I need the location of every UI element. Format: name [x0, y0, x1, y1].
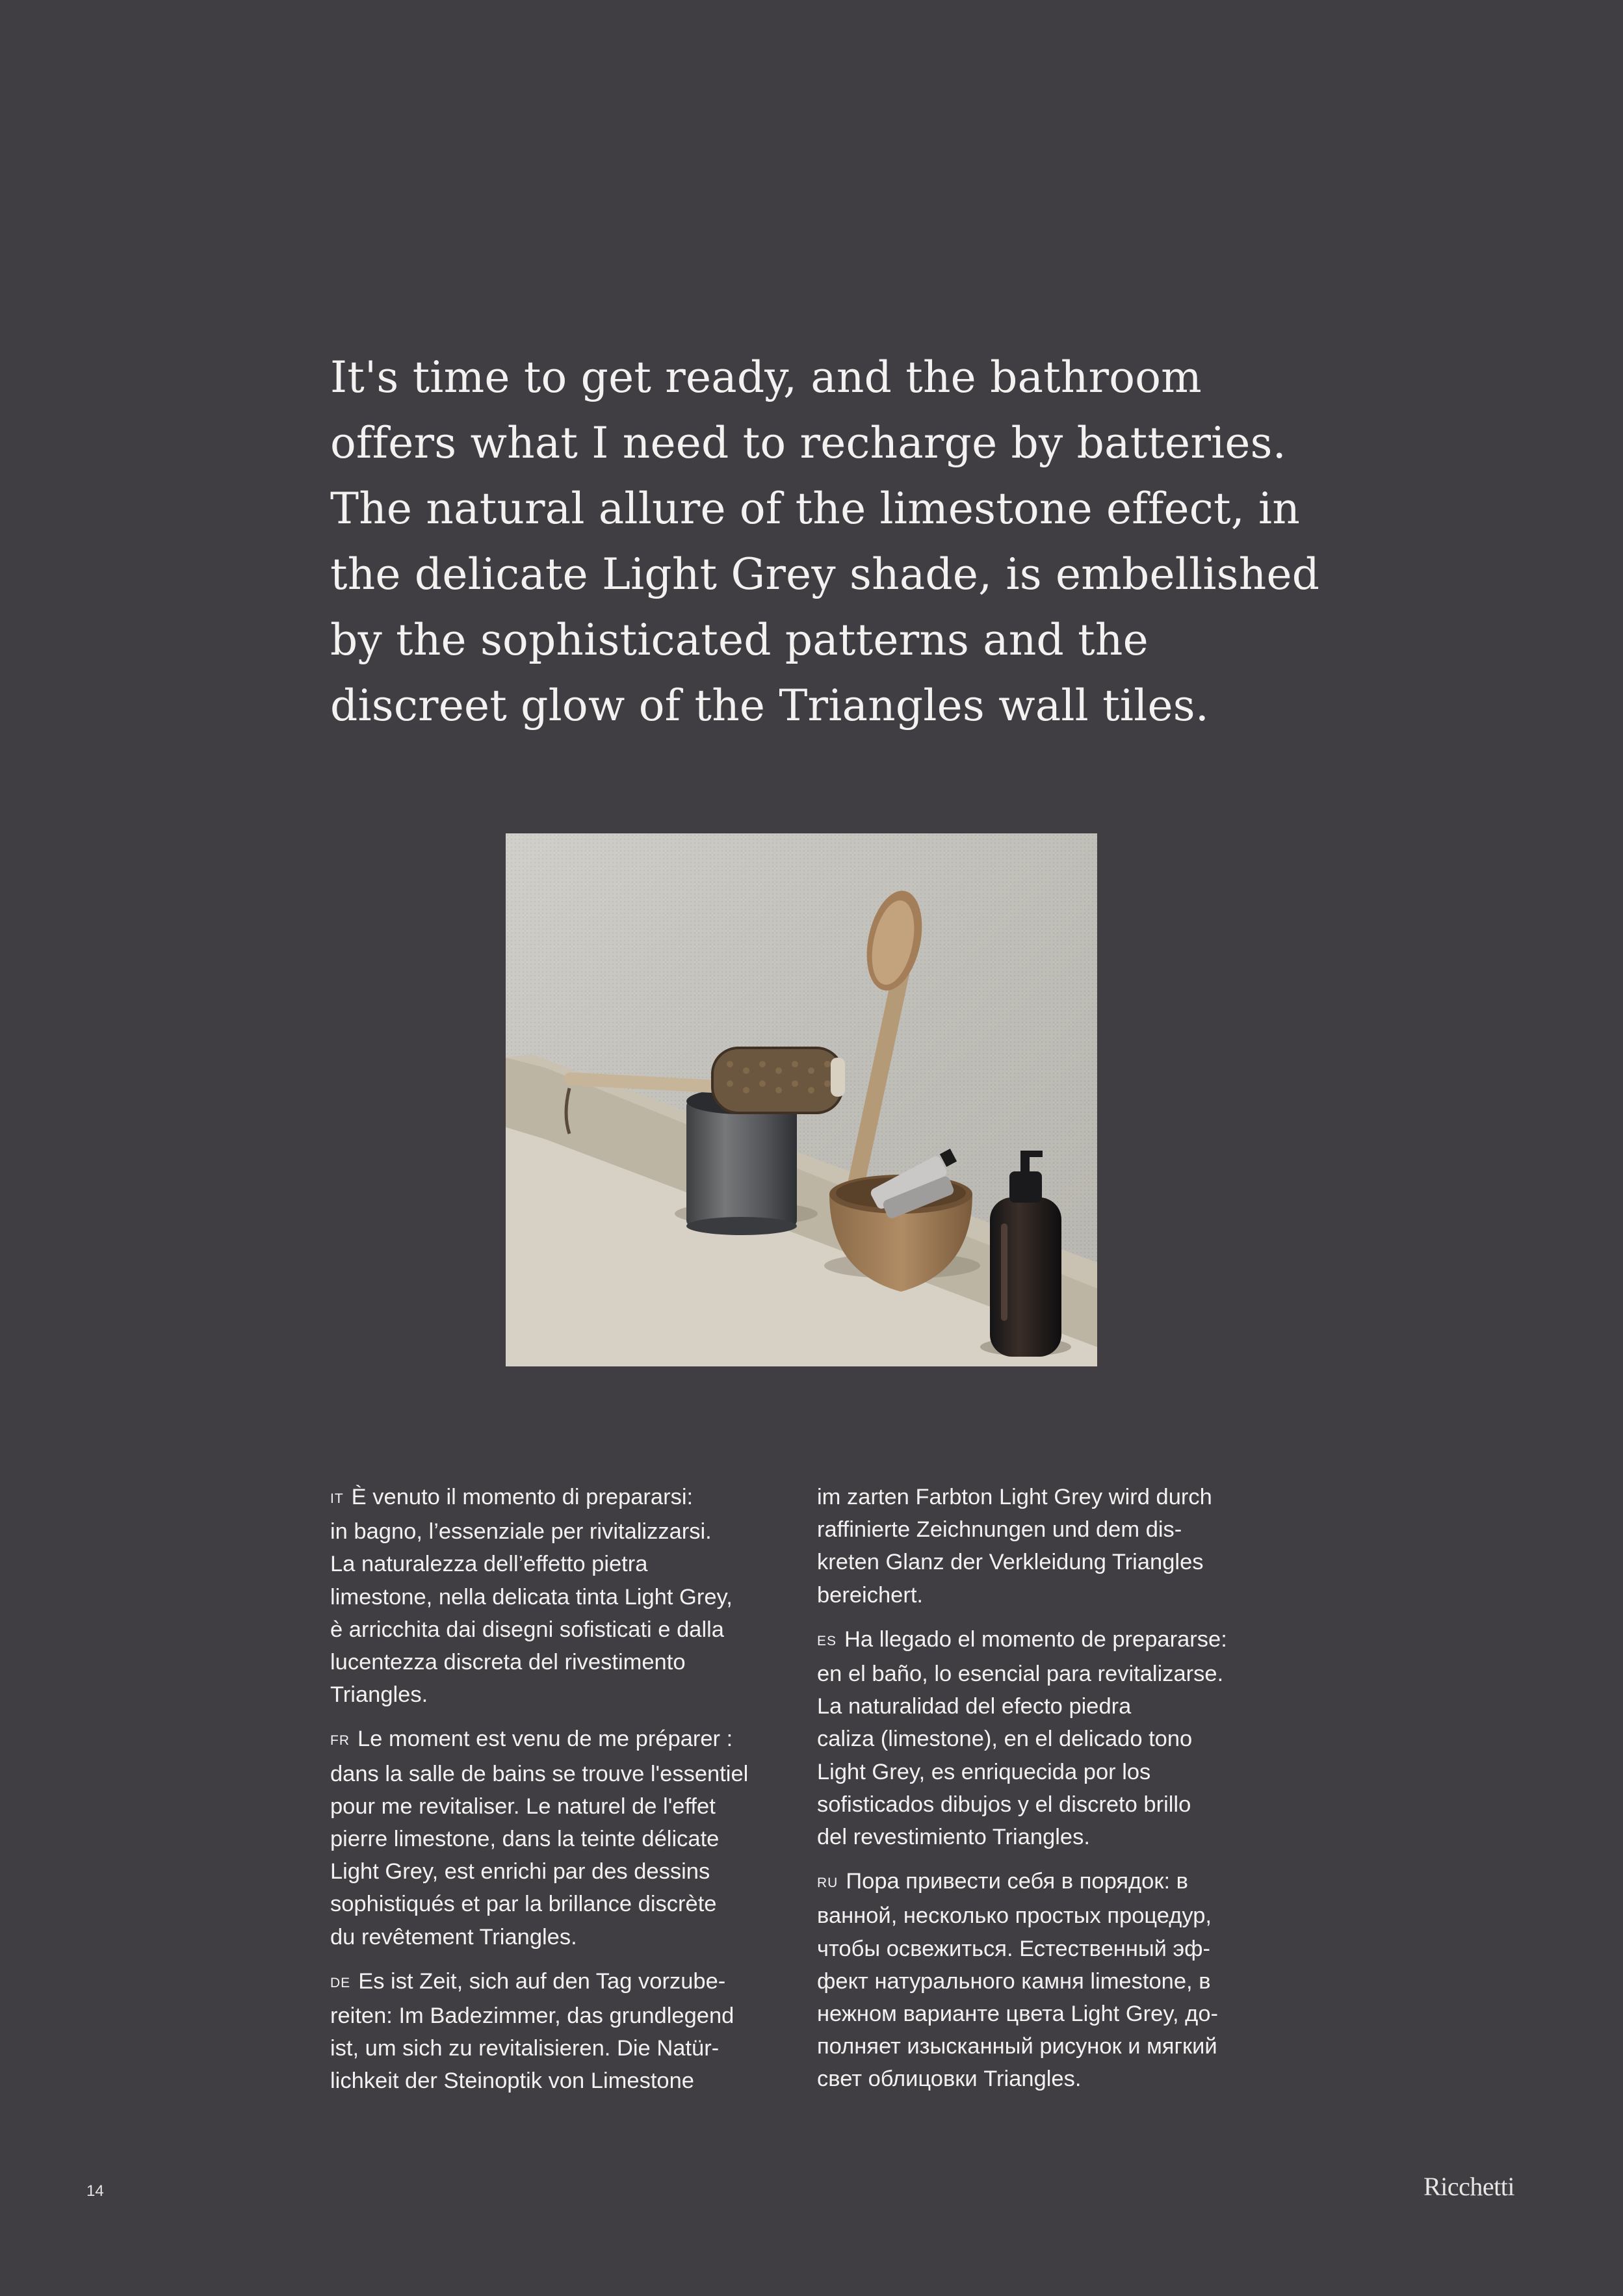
text-column-right	[817, 1481, 1298, 2107]
language-code-fr: FR	[330, 1733, 350, 1749]
language-code-ru: RU	[817, 1875, 838, 1891]
paragraph-line: фект натурального камня limestone, в	[817, 1968, 1211, 1994]
paragraph-line: Light Grey, est enrichi par des dessins	[330, 1859, 710, 1885]
paragraph-line: limestone, nella delicata tinta Light Grey,	[330, 1584, 733, 1610]
paragraph-ru	[817, 1865, 1298, 2095]
brand-logo: Ricchetti	[1423, 2172, 1514, 2201]
paragraph-line: in bagno, l’essenziale per rivitalizzarsi.	[330, 1519, 712, 1545]
page-number: 14	[86, 2182, 104, 2200]
paragraph-line: pierre limestone, dans la teinte délicate	[330, 1827, 720, 1852]
language-code-es: ES	[817, 1633, 837, 1649]
paragraph-line: kreten Glanz der Verkleidung Triangles	[817, 1550, 1204, 1575]
paragraph-line: lichkeit der Steinoptik von Limestone	[330, 2068, 694, 2094]
paragraph-de	[330, 1965, 811, 2098]
headline-line: The natural allure of the limestone effect, in	[330, 484, 1301, 534]
headline-line: It's time to get ready, and the bathroom	[330, 352, 1202, 402]
paragraph-line: pour me revitaliser. Le naturel de l'effet	[330, 1794, 716, 1819]
paragraph-line: полняет изысканный рисунок и мягкий	[817, 2034, 1217, 2059]
paragraph-line: свет облицовки Triangles.	[817, 2067, 1082, 2092]
language-code-de: DE	[330, 1975, 351, 1990]
paragraph-line: dans la salle de bains se trouve l'essentiel	[330, 1761, 749, 1786]
bathroom-accessories-illustration	[506, 833, 1097, 1366]
paragraph-line: del revestimiento Triangles.	[817, 1825, 1090, 1850]
paragraph-line: чтобы освежиться. Естественный эф-	[817, 1936, 1211, 1961]
paragraph-line: caliza (limestone), en el delicado tono	[817, 1727, 1193, 1752]
paragraph-line: La naturalezza dell’effetto pietra	[330, 1552, 648, 1577]
paragraph-line: Light Grey, es enriquecida por los	[817, 1759, 1151, 1784]
paragraph-line: Le moment est venu de me préparer :	[357, 1727, 733, 1752]
paragraph-line: La naturalidad del efecto piedra	[817, 1694, 1132, 1719]
headline-line: by the sophisticated patterns and the	[330, 615, 1149, 665]
headline	[330, 345, 1344, 738]
paragraph-line: Es ist Zeit, sich auf den Tag vorzube-	[358, 1968, 726, 1994]
text-column-left	[330, 1481, 811, 2109]
paragraph-line: Ha llegado el momento de prepararse:	[844, 1626, 1227, 1652]
paragraph-line: en el baño, lo esencial para revitalizarse.	[817, 1662, 1224, 1687]
language-code-it: IT	[330, 1491, 344, 1506]
paragraph-es	[817, 1623, 1298, 1853]
paragraph-line: raffinierte Zeichnungen und dem dis-	[817, 1517, 1182, 1543]
headline-line: offers what I need to recharge by batteries.	[330, 418, 1286, 468]
product-photo	[506, 833, 1097, 1366]
paragraph-line: ванной, несколько простых процедур,	[817, 1903, 1212, 1929]
paragraph-line: sofisticados dibujos y el discreto brillo	[817, 1792, 1191, 1817]
paragraph-line: reiten: Im Badezimmer, das grundlegend	[330, 2003, 734, 2029]
paragraph-line: im zarten Farbton Light Grey wird durch	[817, 1485, 1212, 1509]
paragraph-line: È venuto il momento di prepararsi:	[351, 1485, 694, 1509]
paragraph-line: sophistiqués et par la brillance discrète	[330, 1892, 717, 1917]
paragraph-line: Пора привести себя в порядок: в	[846, 1869, 1188, 1894]
headline-line: the delicate Light Grey shade, is embellished	[330, 549, 1320, 599]
paragraph-line: ist, um sich zu revitalisieren. Die Natür-	[330, 2036, 720, 2061]
paragraph-line: lucentezza discreta del rivestimento	[330, 1650, 686, 1675]
paragraph-fr	[330, 1723, 811, 1953]
paragraph-line: bereichert.	[817, 1582, 923, 1608]
paragraph-line: è arricchita dai disegni sofisticati e dalla	[330, 1617, 724, 1642]
paragraph-line: du revêtement Triangles.	[330, 1924, 577, 1950]
headline-line: discreet glow of the Triangles wall tiles.	[330, 681, 1210, 731]
paragraph-it	[330, 1481, 811, 1711]
paragraph-line: Triangles.	[330, 1682, 428, 1708]
paragraph-de-continued	[817, 1481, 1298, 1611]
paragraph-line: нежном варианте цвета Light Grey, до-	[817, 2002, 1218, 2027]
